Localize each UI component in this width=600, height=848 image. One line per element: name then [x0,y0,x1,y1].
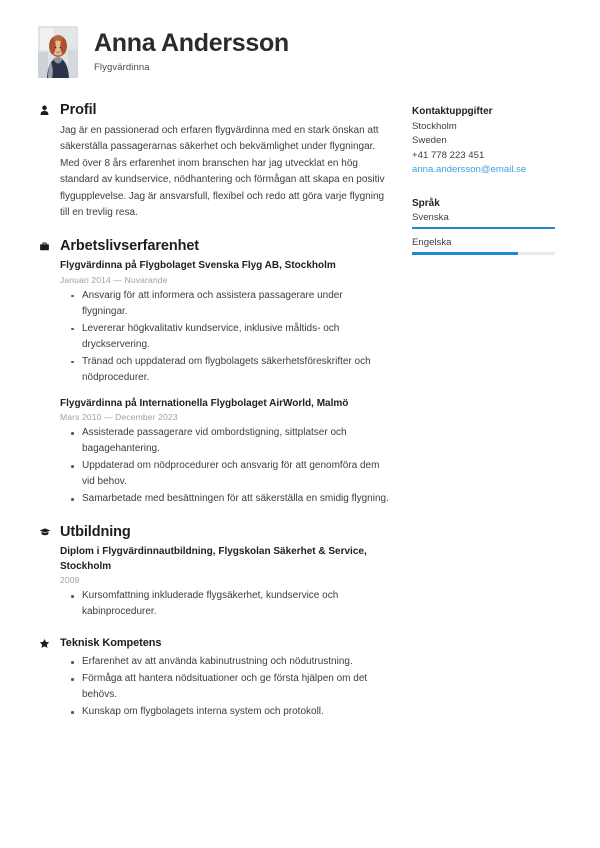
language-level-fill [412,227,555,230]
language-level-track [412,227,555,230]
section-education [38,524,390,620]
section-body-skills [38,654,390,720]
body-columns [38,102,570,737]
sidebar [412,102,572,275]
language-level-fill [412,252,518,255]
section-body-experience [38,259,390,507]
language-name: Engelska [412,237,452,249]
entry-date: Januari 2014 — Nuvarande [60,274,168,285]
job-title: Flygvärdinna [94,61,150,73]
entry-bullets [60,425,390,507]
section-title-education: Utbildning [60,524,131,541]
entry-title: Flygvärdinna på Flygbolaget Svenska Flyg AB, Stockholm [60,260,336,272]
section-title-profile: Profil [60,102,97,118]
header-text [94,26,289,73]
section-experience [38,238,390,507]
profile-text: Jag är en passionerad och erfaren flygvärdinna med en stark önskan att säkerställa passagerarnas säkerhet och bekvämlighet under flygningar. Med över 8 års erfarenhet inom branschen har jag utvecklat en hög standard av kundservice, nödhantering och förmågan att skapa en positiv flygupplevelse. Jag är ansvarsfull, flexibel och redo att göra varje flygning till en trevlig resa. [60,125,385,219]
person-icon [38,105,51,116]
briefcase-icon [38,241,51,252]
entry-bullets [60,288,390,386]
graduation-cap-icon [38,526,51,538]
list-item: Levererar högkvalitativ kundservice, inklusive måltids- och dryckservering. [82,321,390,353]
list-item: Erfarenhet av att använda kabinutrustning och nödutrustning. [82,654,390,670]
avatar [38,26,78,78]
contact-phone: +41 778 223 451 [412,149,485,161]
experience-entry [60,397,390,508]
list-item: Tränad och uppdaterad om flygbolagets säkerhetsföreskrifter och nödprocedurer. [82,354,390,386]
contact-block [412,106,572,178]
experience-entry [60,259,390,386]
language-item [412,237,572,255]
list-item: Samarbetade med besättningen för att säkerställa en smidig flygning. [82,491,390,507]
contact-title: Kontaktuppgifter [412,106,493,117]
list-item: Förmåga att hantera nödsituationer och ge första hjälpen om det behövs. [82,671,390,703]
section-header-skills [38,637,390,649]
entry-bullets [60,588,390,620]
entry-title: Flygvärdinna på Internationella Flygbolaget AirWorld, Malmö [60,397,349,409]
page-title: Anna Andersson [94,29,289,57]
education-entry [60,545,390,620]
resume-header [38,26,570,78]
contact-email-link[interactable]: anna.andersson@email.se [412,164,527,176]
star-icon [38,638,51,649]
section-title-experience: Arbetslivserfarenhet [60,238,200,255]
language-name: Svenska [412,211,449,223]
entry-title: Diplom i Flygvärdinnautbildning, Flygskolan Säkerhet & Service, Stockholm [60,546,367,572]
contact-city: Stockholm [412,121,457,132]
section-header-experience [38,238,390,254]
main-column [38,102,390,737]
section-body-education [38,545,390,620]
list-item: Kunskap om flygbolagets interna system och protokoll. [82,704,390,720]
entry-date: Mars 2010 — December 2023 [60,412,178,423]
section-header-education [38,524,390,540]
section-title-skills: Teknisk Kompetens [60,637,162,650]
contact-country: Sweden [412,135,447,147]
section-profile [38,102,390,221]
entry-date: 2009 [60,575,80,586]
portrait-photo-icon [38,26,78,78]
list-item: Kursomfattning inkluderade flygsäkerhet, kundservice och kabinprocedurer. [82,588,390,620]
list-item: Ansvarig för att informera och assistera passagerare under flygningar. [82,288,390,320]
list-item: Uppdaterad om nödprocedurer och ansvarig för att genomföra dem vid behov. [82,458,390,490]
language-item [412,212,572,230]
language-level-track [412,252,555,255]
section-skills [38,637,390,720]
languages-title: Språk [412,197,440,209]
languages-block [412,198,572,255]
section-body-profile [38,123,390,221]
list-item: Assisterade passagerare vid ombordstigning, sittplatser och bagagehantering. [82,425,390,457]
section-header-profile [38,102,390,118]
skills-bullets [60,654,390,720]
